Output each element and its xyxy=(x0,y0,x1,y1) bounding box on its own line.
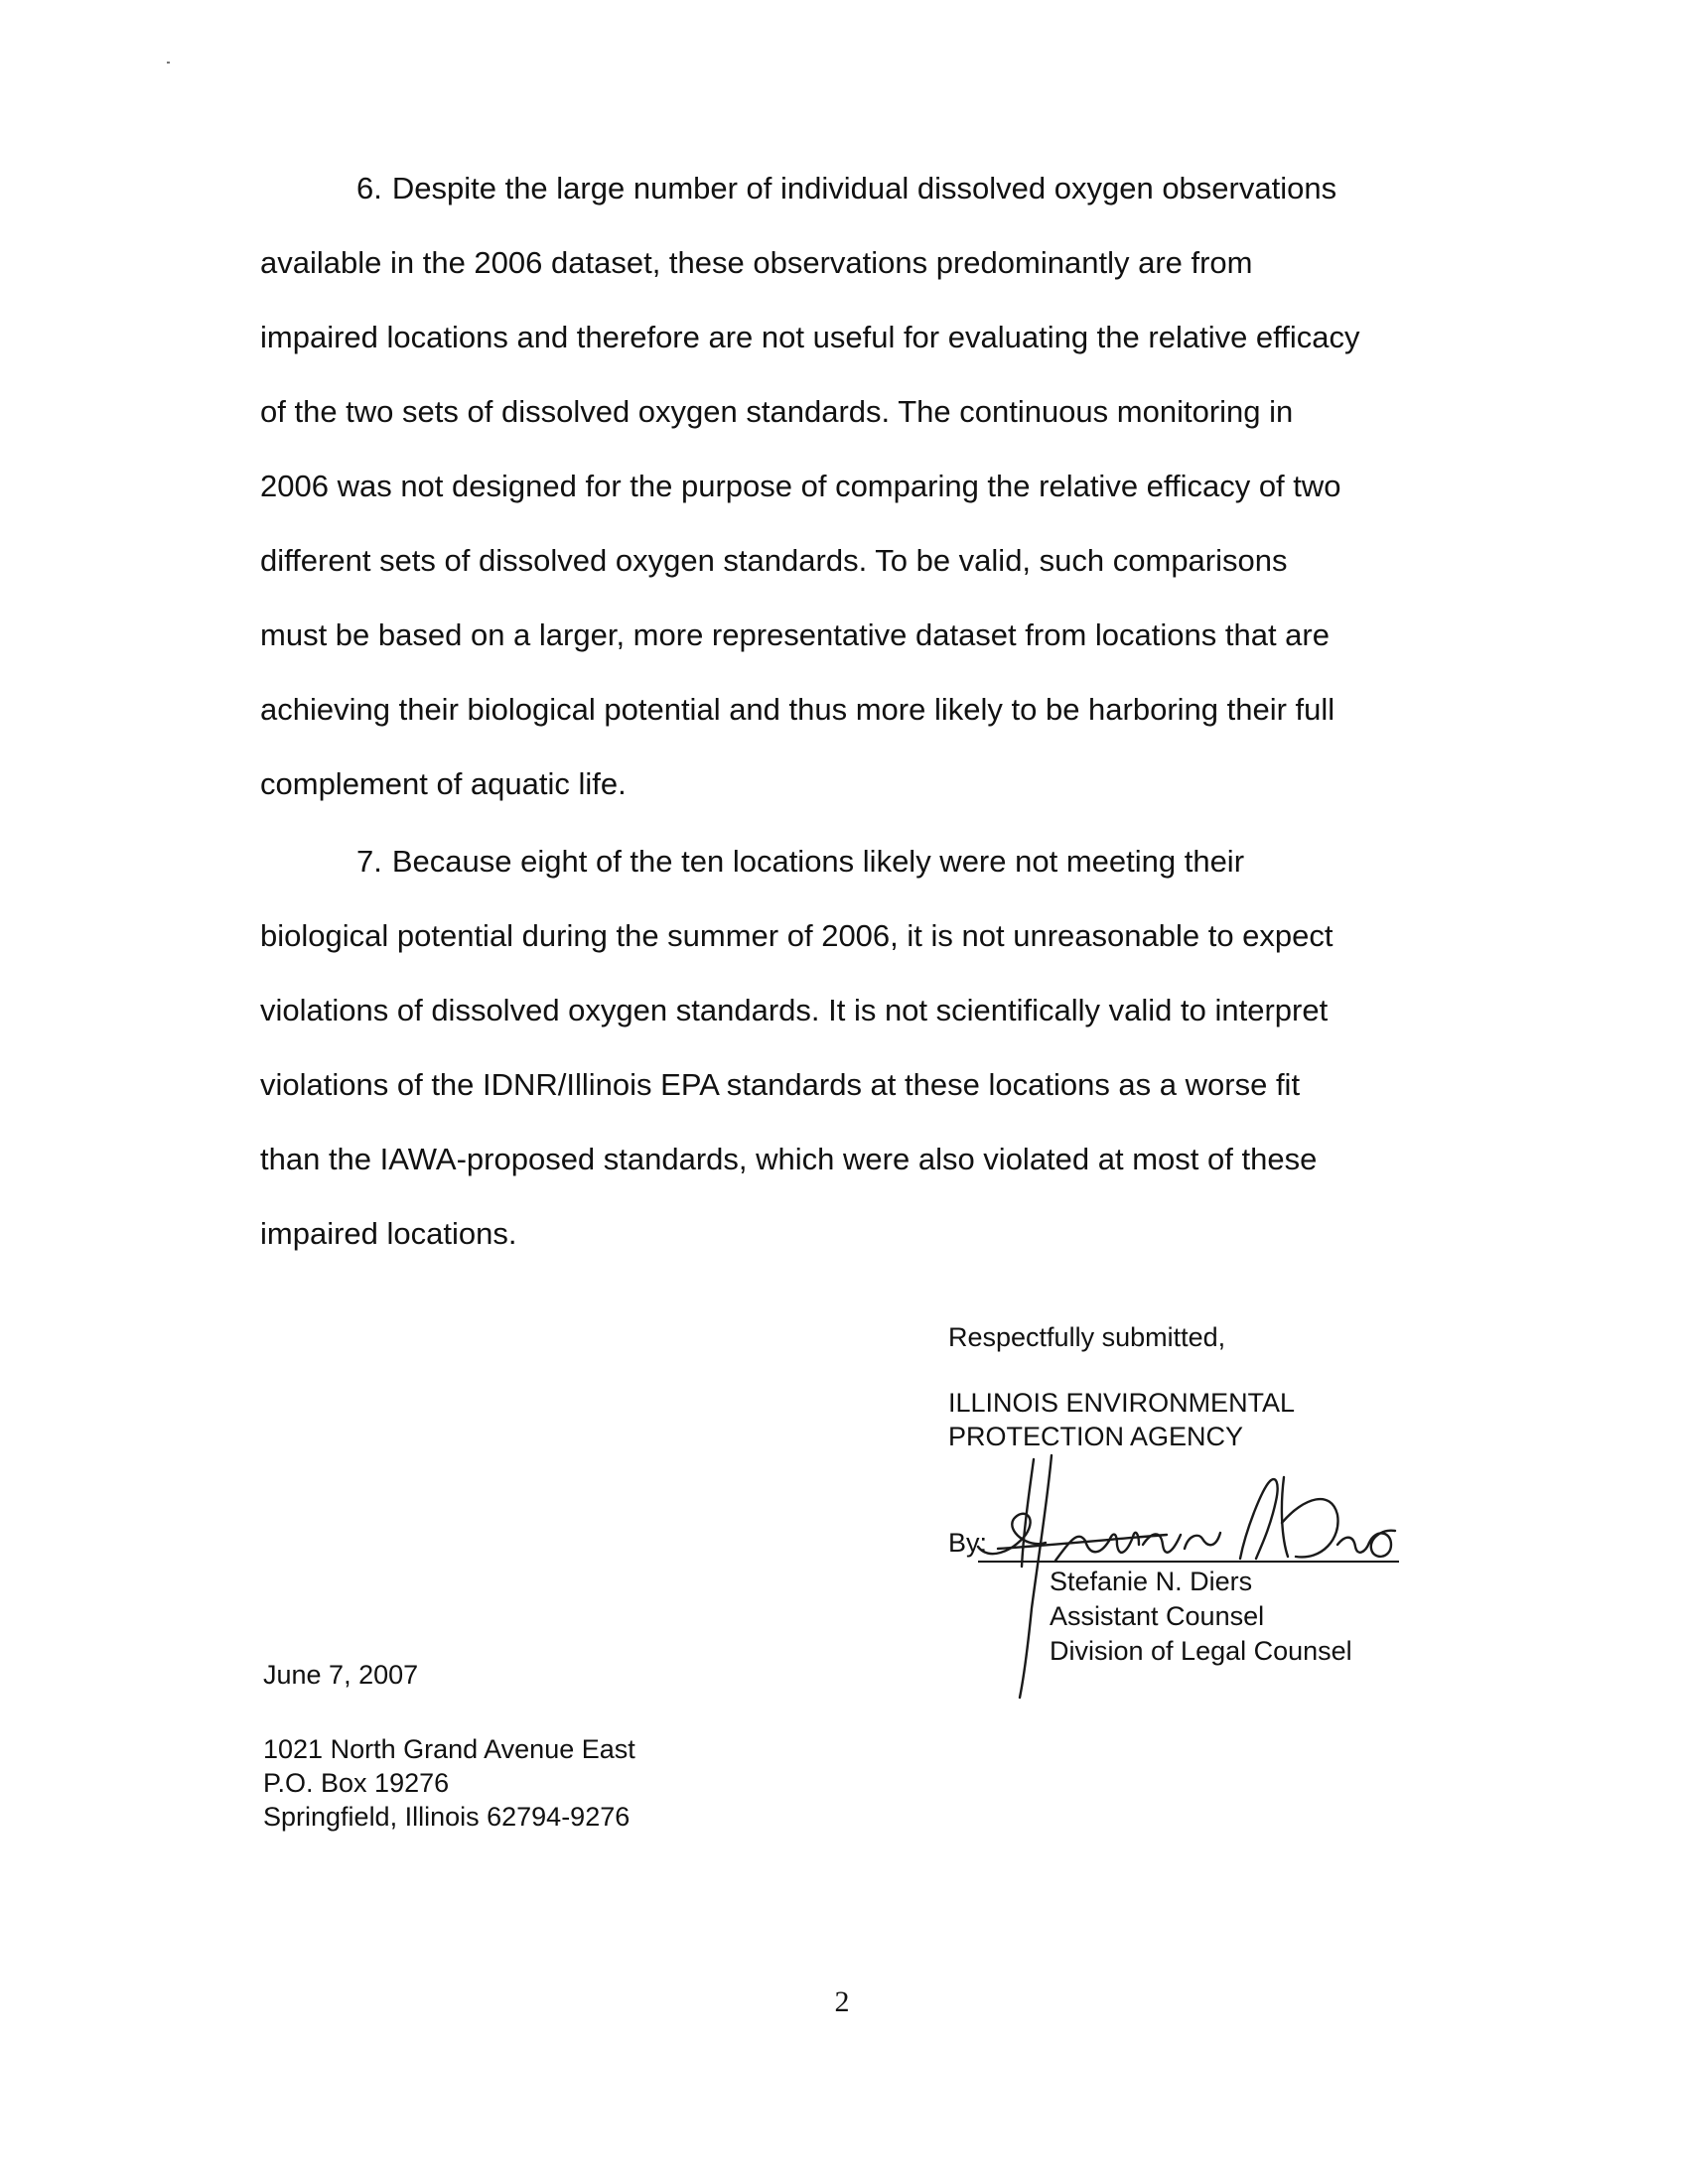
paragraph-line: must be based on a larger, more representative dataset from locations that are xyxy=(260,617,1330,652)
by-label: By: xyxy=(948,1528,988,1558)
paragraph-line: available in the 2006 dataset, these observations predominantly are from xyxy=(260,245,1253,280)
agency-line: PROTECTION AGENCY xyxy=(948,1422,1244,1451)
agency-line: ILLINOIS ENVIRONMENTAL xyxy=(948,1388,1296,1418)
paragraph-line-text: Despite the large number of individual dissolved oxygen observations xyxy=(391,171,1337,205)
paragraph-number: 7. xyxy=(356,844,382,879)
signer-name: Stefanie N. Diers xyxy=(1050,1567,1253,1596)
page-number: 2 xyxy=(834,1985,850,2018)
paragraph-line: 2006 was not designed for the purpose of comparing the relative efficacy of two xyxy=(260,469,1341,503)
closing-line: Respectfully submitted, xyxy=(948,1322,1226,1352)
address-line: 1021 North Grand Avenue East xyxy=(263,1734,635,1764)
paragraph-line: achieving their biological potential and thus more likely to be harboring their full xyxy=(260,692,1335,727)
paragraph-line: violations of the IDNR/Illinois EPA standards at these locations as a worse fit xyxy=(260,1067,1301,1102)
address-line: Springfield, Illinois 62794-9276 xyxy=(263,1802,631,1832)
paragraph-line xyxy=(260,824,1442,898)
paragraph-line xyxy=(260,151,1442,225)
mailing-address xyxy=(263,1732,635,1834)
paragraph-line: biological potential during the summer of 2006, it is not unreasonable to expect xyxy=(260,918,1333,953)
paragraph-6 xyxy=(260,151,1442,821)
paragraph-line: of the two sets of dissolved oxygen standards. The continuous monitoring in xyxy=(260,394,1294,429)
paragraph-line-text: Because eight of the ten locations likely were not meeting their xyxy=(391,844,1245,879)
signer-division: Division of Legal Counsel xyxy=(1050,1636,1352,1666)
paragraph-number: 6. xyxy=(356,171,382,205)
signer-details xyxy=(1050,1565,1352,1669)
scan-speck xyxy=(167,62,170,64)
document-date: June 7, 2007 xyxy=(263,1660,419,1690)
paragraph-line: complement of aquatic life. xyxy=(260,766,627,801)
agency-name xyxy=(948,1386,1295,1453)
signer-title: Assistant Counsel xyxy=(1050,1601,1265,1631)
address-line: P.O. Box 19276 xyxy=(263,1768,450,1798)
paragraph-line: impaired locations and therefore are not useful for evaluating the relative efficacy xyxy=(260,320,1360,354)
paragraph-line: different sets of dissolved oxygen standards. To be valid, such comparisons xyxy=(260,543,1288,578)
signature-block xyxy=(948,1449,1445,1707)
paragraph-line: than the IAWA-proposed standards, which were also violated at most of these xyxy=(260,1142,1318,1176)
paragraph-line: violations of dissolved oxygen standards. It is not scientifically valid to interpret xyxy=(260,993,1329,1027)
paragraph-line: impaired locations. xyxy=(260,1216,517,1251)
paragraph-7 xyxy=(260,824,1442,1271)
